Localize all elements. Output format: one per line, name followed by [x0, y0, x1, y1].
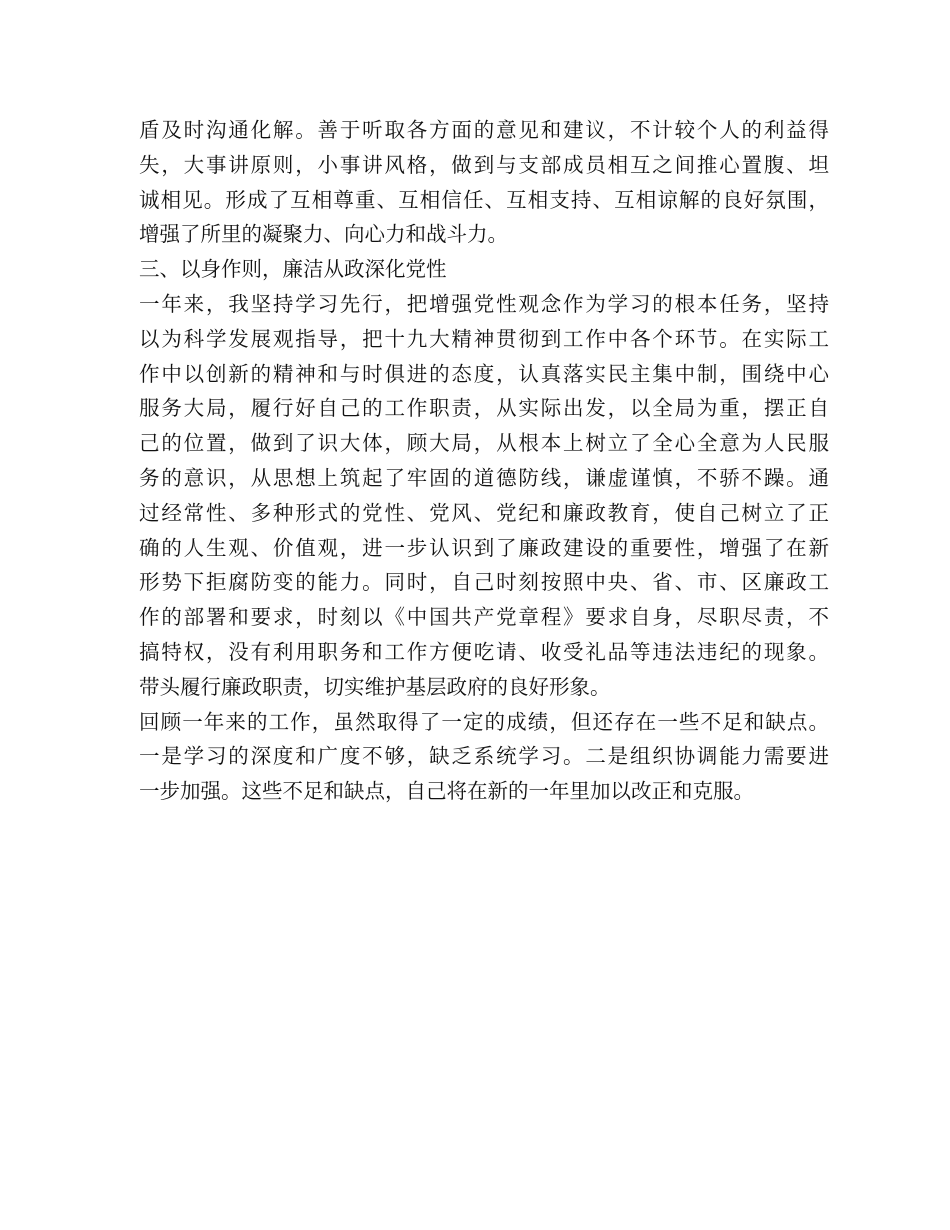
text-line: 一年来，我坚持学习先行，把增强党性观念作为学习的根本任务，坚持: [139, 291, 829, 316]
text-line: 诚相见。形成了互相尊重、互相信任、互相支持、互相谅解的良好氛围，: [139, 187, 829, 212]
text-line: 务的意识，从思想上筑起了牢固的道德防线，谦虚谨慎，不骄不躁。通: [139, 465, 829, 490]
text-line: 过经常性、多种形式的党性、党风、党纪和廉政教育，使自己树立了正: [139, 500, 829, 525]
text-line: 一是学习的深度和广度不够，缺乏系统学习。二是组织协调能力需要进: [139, 744, 829, 769]
text-line: 一步加强。这些不足和缺点，自己将在新的一年里加以改正和克服。: [139, 779, 754, 804]
text-line: 作中以创新的精神和与时俱进的态度，认真落实民主集中制，围绕中心: [139, 361, 829, 386]
text-line: 搞特权，没有利用职务和工作方便吃请、收受礼品等违法违纪的现象。: [139, 639, 829, 664]
text-line: 作的部署和要求，时刻以《中国共产党章程》要求自身，尽职尽责，不: [139, 605, 829, 630]
text-line: 带头履行廉政职责，切实维护基层政府的良好形象。: [139, 674, 611, 699]
text-line: 失，大事讲原则，小事讲风格，做到与支部成员相互之间推心置腹、坦: [139, 152, 829, 177]
text-line: 三、以身作则，廉洁从政深化党性: [139, 257, 447, 282]
text-line: 形势下拒腐防变的能力。同时，自己时刻按照中央、省、市、区廉政工: [139, 570, 829, 595]
text-line: 增强了所里的凝聚力、向心力和战斗力。: [139, 222, 508, 247]
document-body: [139, 113, 829, 809]
text-line: 以为科学发展观指导，把十九大精神贯彻到工作中各个环节。在实际工: [139, 326, 829, 351]
text-line: 回顾一年来的工作，虽然取得了一定的成绩，但还存在一些不足和缺点。: [139, 709, 829, 734]
text-line: 盾及时沟通化解。善于听取各方面的意见和建议，不计较个人的利益得: [139, 118, 829, 142]
text-line: 己的位置，做到了识大体，顾大局，从根本上树立了全心全意为人民服: [139, 431, 829, 456]
text-line: 服务大局，履行好自己的工作职责，从实际出发，以全局为重，摆正自: [139, 396, 829, 421]
text-line: 确的人生观、价值观，进一步认识到了廉政建设的重要性，增强了在新: [139, 535, 829, 560]
